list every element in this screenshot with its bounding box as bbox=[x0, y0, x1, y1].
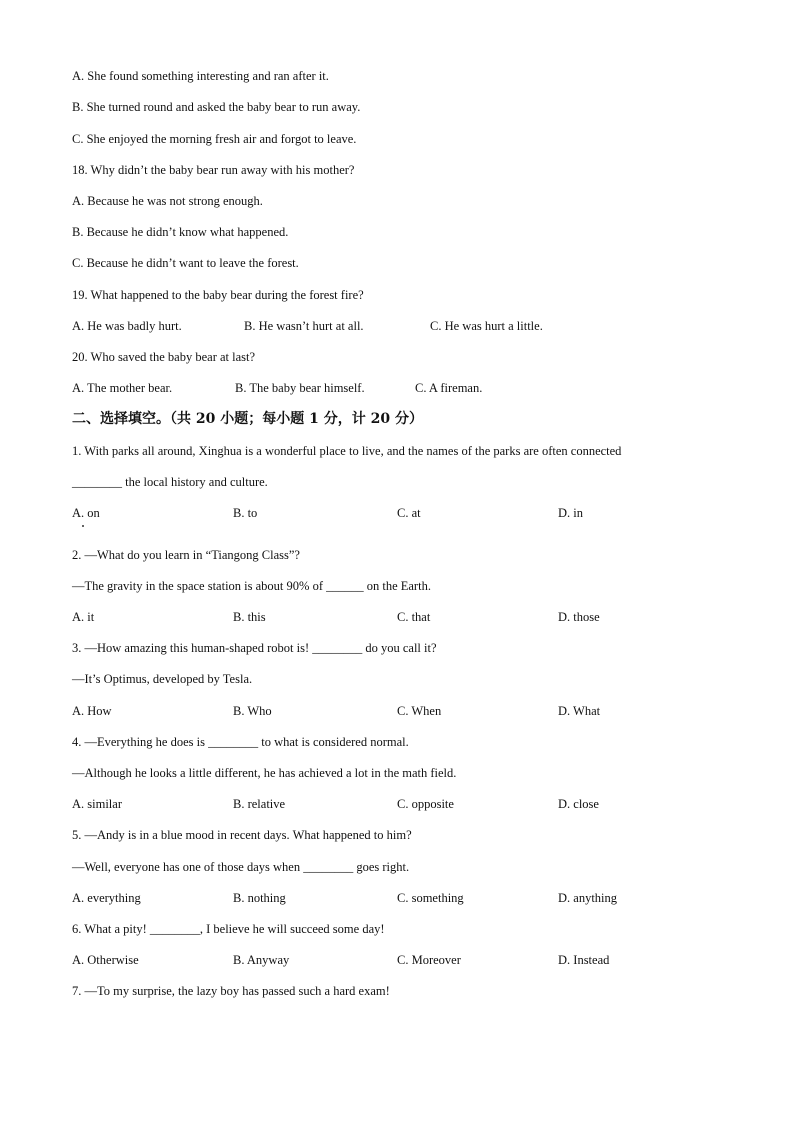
q2-options bbox=[0, 609, 794, 625]
question-19: 19. What happened to the baby bear during the forest fire? bbox=[72, 288, 364, 302]
question-3-line-2: —It’s Optimus, developed by Tesla. bbox=[72, 672, 253, 686]
section-heading: 二、选择填空。（共 20 小题；每小题 1 分，计 20 分） bbox=[72, 411, 423, 427]
q19-options bbox=[0, 318, 794, 334]
question-1-line-2: ________ the local history and culture. bbox=[72, 475, 268, 489]
q5-option-a: A. everything bbox=[72, 891, 141, 905]
q3-options bbox=[0, 703, 794, 719]
q1-option-b: B. to bbox=[233, 506, 258, 520]
question-4-line-1: 4. —Everything he does is ________ to what is considered normal. bbox=[72, 735, 409, 749]
question-1-line-1: 1. With parks all around, Xinghua is a wonderful place to live, and the names of the parks are often connected bbox=[72, 444, 622, 458]
q17-option-c: C. She enjoyed the morning fresh air and forgot to leave. bbox=[72, 132, 357, 146]
q3-option-d: D. What bbox=[558, 704, 601, 718]
question-2-line-2: —The gravity in the space station is about 90% of ______ on the Earth. bbox=[72, 579, 431, 593]
question-6-line-1: 6. What a pity! ________, I believe he will succeed some day! bbox=[72, 922, 385, 936]
q18-option-b: B. Because he didn’t know what happened. bbox=[72, 225, 289, 239]
q1-option-d: D. in bbox=[558, 506, 583, 520]
q6-option-b: B. Anyway bbox=[233, 953, 290, 967]
q20-option-a: A. The mother bear. bbox=[72, 381, 173, 395]
q6-option-a: A. Otherwise bbox=[72, 953, 139, 967]
q18-option-a: A. Because he was not strong enough. bbox=[72, 194, 263, 208]
stray-dot-mark bbox=[82, 525, 84, 527]
q20-option-b: B. The baby bear himself. bbox=[235, 381, 365, 395]
question-5-line-1: 5. —Andy is in a blue mood in recent days. What happened to him? bbox=[72, 828, 412, 842]
question-4-line-2: —Although he looks a little different, he has achieved a lot in the math field. bbox=[72, 766, 457, 780]
q5-option-b: B. nothing bbox=[233, 891, 286, 905]
q20-options bbox=[0, 380, 794, 396]
question-2-line-1: 2. —What do you learn in “Tiangong Class”? bbox=[72, 548, 300, 562]
q5-option-d: D. anything bbox=[558, 891, 618, 905]
q20-option-c: C. A fireman. bbox=[415, 381, 483, 395]
q3-option-b: B. Who bbox=[233, 704, 272, 718]
q17-option-b: B. She turned round and asked the baby bear to run away. bbox=[72, 100, 361, 114]
q2-option-c: C. that bbox=[397, 610, 431, 624]
question-5-line-2: —Well, everyone has one of those days when ________ goes right. bbox=[72, 860, 410, 874]
q4-option-c: C. opposite bbox=[397, 797, 454, 811]
q1-option-a: A. on bbox=[72, 506, 100, 520]
q19-option-c: C. He was hurt a little. bbox=[430, 319, 543, 333]
q4-option-a: A. similar bbox=[72, 797, 122, 811]
q17-option-a: A. She found something interesting and ran after it. bbox=[72, 69, 329, 83]
q4-options bbox=[0, 796, 794, 812]
q3-option-c: C. When bbox=[397, 704, 442, 718]
q1-option-c: C. at bbox=[397, 506, 421, 520]
q4-option-b: B. relative bbox=[233, 797, 286, 811]
q6-option-c: C. Moreover bbox=[397, 953, 461, 967]
q2-option-a: A. it bbox=[72, 610, 95, 624]
q5-options bbox=[0, 890, 794, 906]
question-20: 20. Who saved the baby bear at last? bbox=[72, 350, 256, 364]
question-3-line-1: 3. —How amazing this human-shaped robot is! ________ do you call it? bbox=[72, 641, 437, 655]
q18-option-c: C. Because he didn’t want to leave the forest. bbox=[72, 256, 299, 270]
q4-option-d: D. close bbox=[558, 797, 599, 811]
question-18: 18. Why didn’t the baby bear run away with his mother? bbox=[72, 163, 355, 177]
question-7-line-1: 7. —To my surprise, the lazy boy has passed such a hard exam! bbox=[72, 984, 390, 998]
q19-option-b: B. He wasn’t hurt at all. bbox=[244, 319, 364, 333]
q1-options bbox=[0, 505, 794, 521]
q5-option-c: C. something bbox=[397, 891, 464, 905]
q19-option-a: A. He was badly hurt. bbox=[72, 319, 182, 333]
q2-option-d: D. those bbox=[558, 610, 600, 624]
q2-option-b: B. this bbox=[233, 610, 266, 624]
q6-options bbox=[0, 952, 794, 968]
q3-option-a: A. How bbox=[72, 704, 112, 718]
q6-option-d: D. Instead bbox=[558, 953, 610, 967]
